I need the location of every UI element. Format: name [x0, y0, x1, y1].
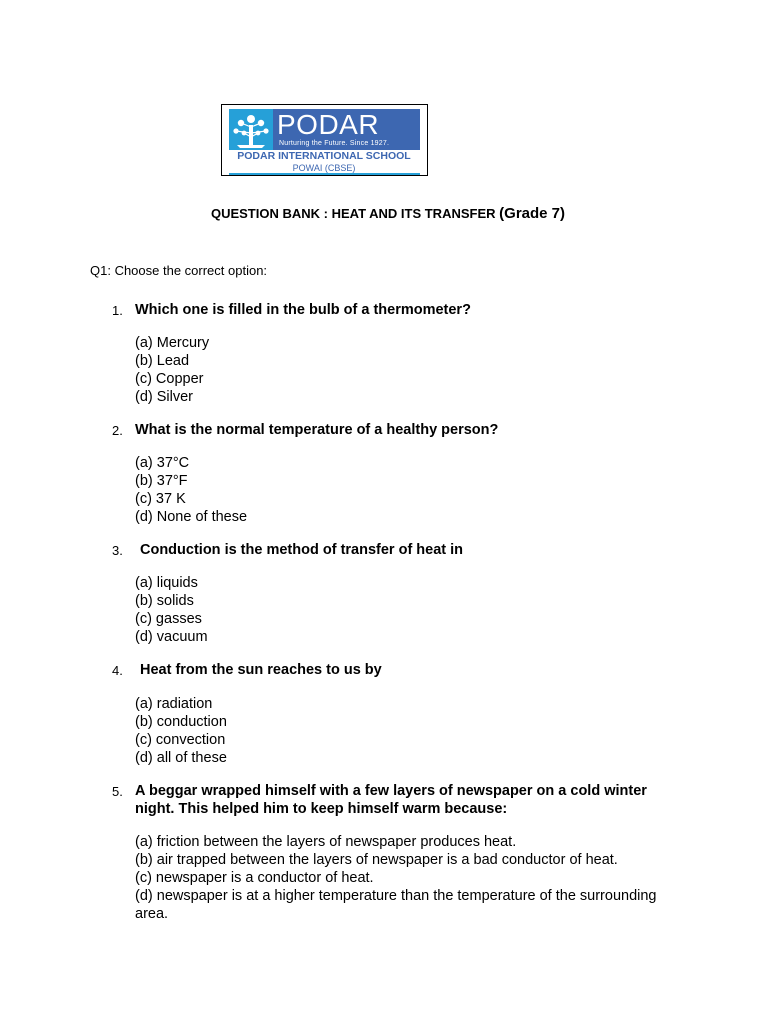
option: (d) newspaper is at a higher temperature than the temperature of the surrounding area.: [135, 888, 657, 922]
option: (d) None of these: [135, 509, 248, 525]
option: (b) Lead: [135, 353, 190, 369]
question-number: 5.: [112, 784, 123, 799]
option: (a) 37°C: [135, 455, 190, 471]
logo-underline: [229, 173, 420, 175]
option: (a) friction between the layers of newspaper produces heat.: [135, 834, 517, 850]
option: (a) radiation: [135, 696, 213, 712]
question-instruction: Q1: Choose the correct option:: [90, 263, 268, 278]
question-4-options: [135, 695, 695, 767]
logo-branch-name: POWAI (CBSE): [292, 163, 356, 173]
question-text: Which one is filled in the bulb of a thermometer?: [135, 302, 471, 318]
question-number: 3.: [112, 543, 123, 558]
question-2-options: [135, 454, 695, 526]
option: (c) convection: [135, 732, 226, 748]
logo-banner: [229, 109, 420, 150]
option: (c) newspaper is a conductor of heat.: [135, 870, 374, 886]
option: (c) Copper: [135, 371, 204, 387]
question-number: 2.: [112, 423, 123, 438]
page-title: [0, 204, 768, 224]
question-number: 4.: [112, 663, 123, 678]
title-grade: (Grade 7): [499, 205, 566, 222]
school-logo: [221, 104, 428, 176]
option: (a) liquids: [135, 575, 198, 591]
logo-brand-text: PODAR: [277, 109, 380, 140]
option: (d) vacuum: [135, 629, 208, 645]
logo-tagline: Nurturing the Future. Since 1927.: [279, 140, 390, 147]
option: (b) 37°F: [135, 473, 188, 489]
option: (c) 37 K: [135, 491, 186, 507]
question-number: 1.: [112, 303, 123, 318]
option: (b) conduction: [135, 714, 227, 730]
title-main: QUESTION BANK : HEAT AND ITS TRANSFER: [210, 206, 496, 221]
question-text: A beggar wrapped himself with a few layers of newspaper on a cold winter night. This helped him to keep himself warm because:: [135, 783, 647, 817]
question-5-options: [135, 833, 687, 923]
logo-school-name: PODAR INTERNATIONAL SCHOOL: [237, 150, 411, 162]
option: (b) solids: [135, 593, 194, 609]
question-text: Conduction is the method of transfer of heat in: [140, 542, 464, 558]
option: (a) Mercury: [135, 335, 210, 351]
option: (d) all of these: [135, 750, 227, 766]
option: (b) air trapped between the layers of newspaper is a bad conductor of heat.: [135, 852, 618, 868]
question-text: What is the normal temperature of a healthy person?: [135, 422, 499, 438]
question-3-options: [135, 574, 695, 646]
question-text: Heat from the sun reaches to us by: [140, 662, 382, 678]
question-1-options: [135, 334, 695, 406]
tree-emblem-icon: [229, 109, 273, 150]
option: (d) Silver: [135, 389, 194, 405]
option: (c) gasses: [135, 611, 202, 627]
